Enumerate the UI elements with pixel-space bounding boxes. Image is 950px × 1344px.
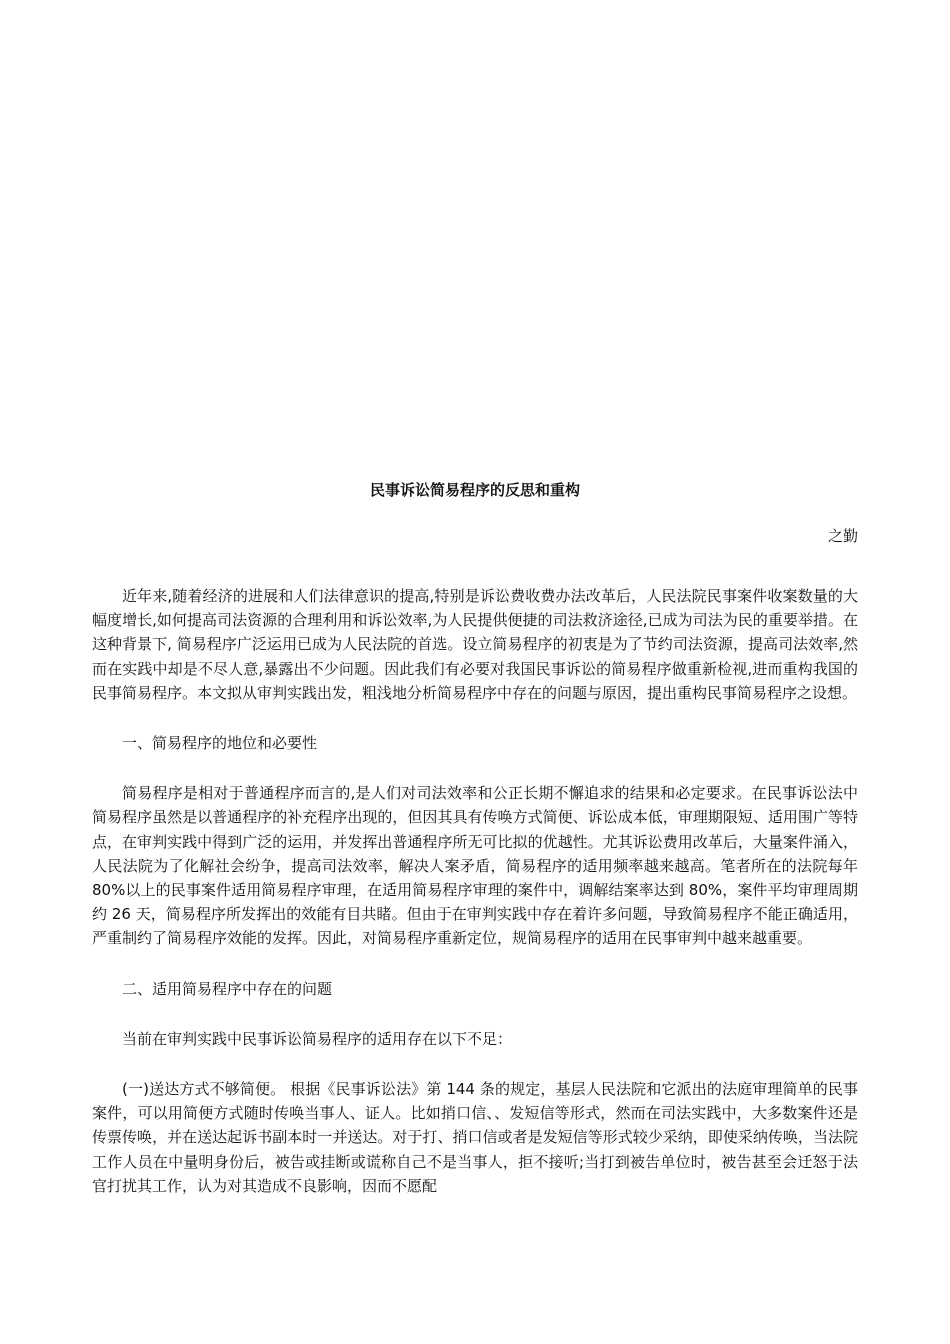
document-page [92,478,858,1198]
paragraph-section-1: 简易程序是相对于普通程序而言的,是人们对司法效率和公正长期不懈追求的结果和必定要求。在民事诉讼法中简易程序虽然是以普通程序的补充程序出现的，但因其具有传唤方式简便、诉讼成本低，审理期限短、适用围广等特点，在审判实践中得到广泛的运用，并发挥出普通程序所无可比拟的优越性。尤其诉讼费用改革后，大量案件涌入，人民法院为了化解社会纷争，提高司法效率，解决人案矛盾，简易程序的适用频率越来越高。笔者所在的法院每年 80%以上的民事案件适用简易程序审理，在适用简易程序审理的案件中，调解结案率达到 80%，案件平均审理周期约 26 天，简易程序所发挥出的效能有目共睹。但由于在审判实践中存在着许多问题，导致简易程序不能正确适用，严重制约了简易程序效能的发挥。因此，对简易程序重新定位，规简易程序的适用在民事审判中越来越重要。 [92,784,858,948]
paragraph-intro: 近年来,随着经济的进展和人们法律意识的提高,特别是诉讼费收费办法改革后，人民法院民事案件收案数量的大幅度增长,如何提高司法资源的合理利用和诉讼效率,为人民提供便捷的司法救济途径,已成为司法为民的重要举措。在这种背景下, 简易程序广泛运用已成为人民法院的首选。设立简易程序的初衷是为了节约司法资源，提高司法效率,然而在实践中却是不尽人意,暴露出不少问题。因此我们有必要对我国民事诉讼的简易程序做重新检视,进而重构我国的民事简易程序。本文拟从审判实践出发，粗浅地分析简易程序中存在的问题与原因，提出重构民事简易程序之设想。 [92,587,858,702]
section-heading-2: 二、适用简易程序中存在的问题 [122,979,333,998]
paragraph-section-2-item-1: (一)送达方式不够简便。 根据《民事诉讼法》第 144 条的规定，基层人民法院和它派出的法庭审理简单的民事案件，可以用简便方式随时传唤当事人、证人。比如捎口信、、发短信等形式，然而在司法实践中，大多数案件还是传票传唤，并在送达起诉书副本时一并送达。对于打、捎口信或者是发短信等形式较少采纳，即使采纳传唤，当法院工作人员在中量明身份后，被告或挂断或谎称自己不是当事人，拒不接听;当打到被告单位时，被告甚至会迁怒于法官打扰其工作，认为对其造成不良影响，因而不愿配 [92,1080,858,1195]
section-heading-1: 一、简易程序的地位和必要性 [122,734,318,753]
paragraph-section-2-intro: 当前在审判实践中民事诉讼简易程序的适用存在以下不足： [122,1029,513,1048]
document-title: 民事诉讼简易程序的反思和重构 [369,481,580,499]
document-author: 之勤 [827,527,858,545]
